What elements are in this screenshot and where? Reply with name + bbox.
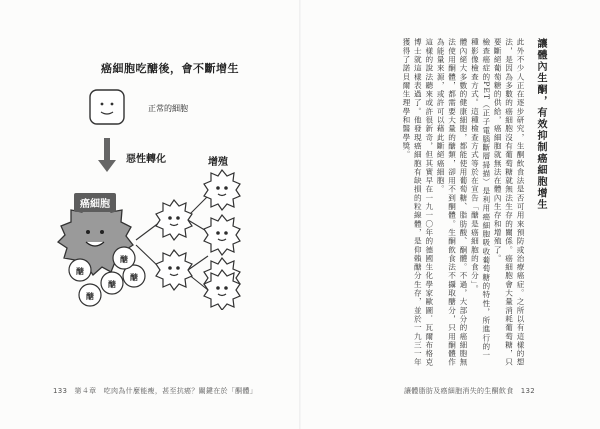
- cancer-cell-tag: 癌細胞: [74, 193, 116, 212]
- proliferation-label: 增殖: [208, 157, 228, 168]
- sugar-label: 醣: [76, 267, 84, 276]
- page-gutter: [299, 0, 301, 429]
- paragraph: 此外不少人正在逐步研究，生酮飲食法是否可用來預防或治療癌症。之所以有這樣的想法，是因為多數的癌細胞沒有葡萄糖就無法生存的關係。癌細胞會大量消耗葡萄糖，只要斷絕葡萄糖的供給，癌細胞就無法在體內生存和增殖了。: [493, 38, 525, 367]
- left-page-footer: 133 第４章 吃肉為什麼能瘦，甚至抗癌？關鍵在於「酮體」: [53, 387, 258, 395]
- malignant-transformation-label: 惡性轉化: [126, 154, 166, 165]
- body-text: [312, 38, 526, 368]
- paragraph: 檢查癌症的PET（正子電腦斷層掃描）是利用癌細胞吸收葡萄糖的特性，所進行的一種影像檢查方式。這種檢查方式等於在宣告「醣是癌細胞的食分」。: [470, 38, 491, 360]
- normal-cell: [90, 90, 124, 124]
- right-page-footer: 讓體脂肪及癌細胞消失的生酮飲食 132: [404, 387, 536, 395]
- paragraph: 體內絕大多數的健康細胞，都能使用葡萄糖、脂肪酸、酮體。不過，大部分的癌細胞無法使用酮體，都需要大量的醣類，卻用不到酮體。生酮飲食法不攝取醣分，只用酮體作為能量來源，或許可以藉此斷絕癌細胞。: [436, 38, 468, 367]
- section-heading: 讓體內生酮，有效抑制癌細胞增生: [535, 38, 546, 211]
- sugar-label: 醣: [130, 273, 138, 282]
- sugar-label: 醣: [108, 280, 116, 289]
- normal-cell-label: 正常的細胞: [148, 104, 188, 113]
- figure-title: 癌細胞吃醣後，會不斷增生: [101, 62, 239, 75]
- paragraph: 這樣的說法聽來或許很新奇，但其實早在一九一〇年的德國生化學家歐圖．瓦爾布格克博士就這樣表過了。他發現癌細胞有缺損的粒線體，是仰賴醣分生存，並於一九三一年獲得了諾貝爾生理學和醫學獎。: [401, 38, 434, 367]
- sugar-label: 醣: [86, 292, 94, 301]
- proliferated-cells: [156, 170, 240, 310]
- down-arrow-icon: [98, 138, 116, 172]
- sugar-label: 醣: [120, 255, 128, 264]
